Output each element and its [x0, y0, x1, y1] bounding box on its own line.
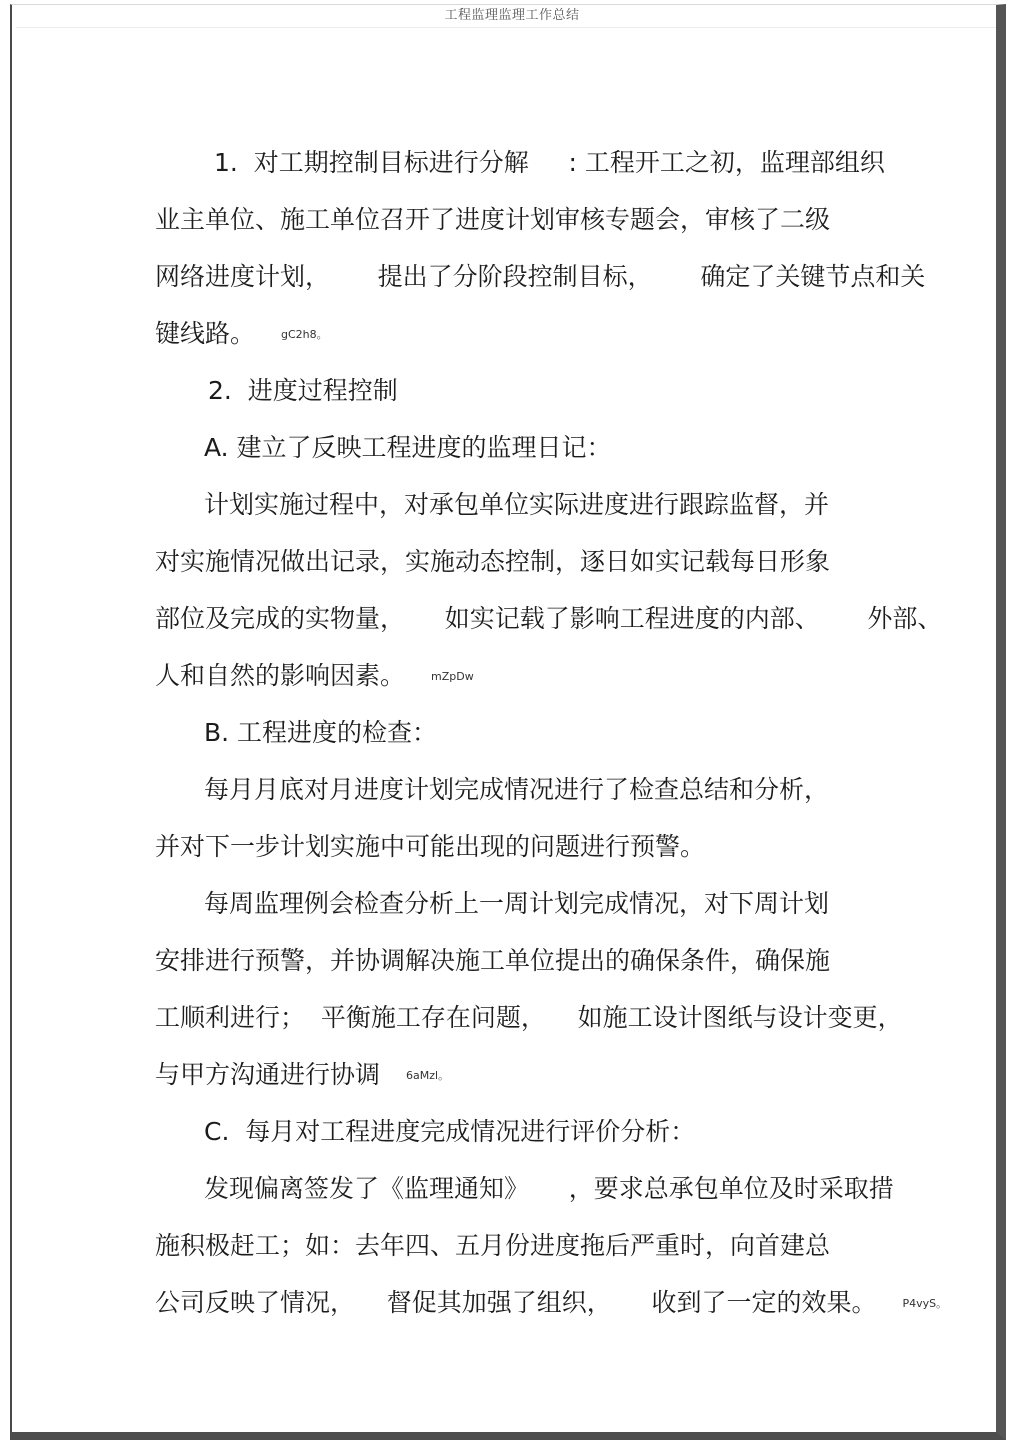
paragraph-line	[155, 261, 925, 293]
subsection-heading	[204, 432, 612, 464]
paragraph-line	[155, 831, 705, 863]
line-text: 工顺利进行； 平衡施工存在问题， 如施工设计图纸与设计变更，	[155, 1003, 903, 1032]
paragraph-line	[155, 1287, 947, 1320]
line-text: 公司反映了情况， 督促其加强了组织， 收到了一定的效果。	[155, 1288, 877, 1317]
paragraph-line	[155, 204, 830, 236]
section-heading	[208, 375, 398, 407]
paragraph-line	[155, 1059, 449, 1092]
line-text: 与甲方沟通进行协调	[155, 1060, 381, 1089]
line-text: 人和自然的影响因素。	[155, 661, 406, 690]
document-code: gC2h8。	[281, 328, 328, 341]
paragraph-line	[155, 603, 942, 635]
paragraph-line	[214, 147, 885, 179]
document-code: mZpDw	[431, 670, 474, 683]
paragraph-line	[155, 318, 328, 351]
line-text: 2. 进度过程控制	[208, 376, 398, 405]
line-text: 网络进度计划， 提出了分阶段控制目标， 确定了关键节点和关	[155, 262, 926, 291]
line-text: A. 建立了反映工程进度的监理日记：	[204, 433, 612, 462]
page-header-title: 工程监理监理工作总结	[444, 8, 580, 23]
line-text: 键线路。	[155, 319, 256, 348]
document-code: 6aMzl。	[406, 1069, 450, 1082]
paragraph-line	[155, 660, 474, 693]
line-text: 发现偏离签发了《监理通知》 ，要求总承包单位及时采取措	[204, 1174, 894, 1203]
subsection-heading	[204, 717, 437, 749]
line-text: 部位及完成的实物量， 如实记载了影响工程进度的内部、 外部、	[155, 604, 943, 633]
line-text: 每月月底对月进度计划完成情况进行了检查总结和分析，	[204, 775, 830, 804]
document-code: P4vyS。	[902, 1297, 948, 1310]
line-text: 1. 对工期控制目标进行分解 : 工程开工之初，监理部组织	[214, 148, 885, 177]
line-text: 并对下一步计划实施中可能出现的问题进行预警。	[155, 832, 706, 861]
line-text: 每周监理例会检查分析上一周计划完成情况，对下周计划	[204, 889, 830, 918]
line-text: 安排进行预警，并协调解决施工单位提出的确保条件，确保施	[155, 946, 831, 975]
paragraph-line	[155, 546, 830, 578]
subsection-heading	[204, 1116, 695, 1148]
paragraph-line	[204, 888, 829, 920]
line-text: 对实施情况做出记录，实施动态控制，逐日如实记载每日形象	[155, 547, 831, 576]
line-text: 业主单位、施工单位召开了进度计划审核专题会，审核了二级	[155, 205, 831, 234]
paragraph-line	[155, 1230, 830, 1262]
paragraph-line	[204, 1173, 894, 1205]
line-text: 施积极赶工；如：去年四、五月份进度拖后严重时，向首建总	[155, 1231, 831, 1260]
header-divider	[16, 27, 996, 28]
paragraph-line	[204, 489, 829, 521]
line-text: 计划实施过程中，对承包单位实际进度进行跟踪监督，并	[204, 490, 830, 519]
paragraph-line	[204, 774, 829, 806]
paragraph-line	[155, 945, 830, 977]
line-text: B. 工程进度的检查：	[204, 718, 438, 747]
line-text: C. 每月对工程进度完成情况进行评价分析：	[204, 1117, 696, 1146]
paragraph-line	[155, 1002, 903, 1034]
